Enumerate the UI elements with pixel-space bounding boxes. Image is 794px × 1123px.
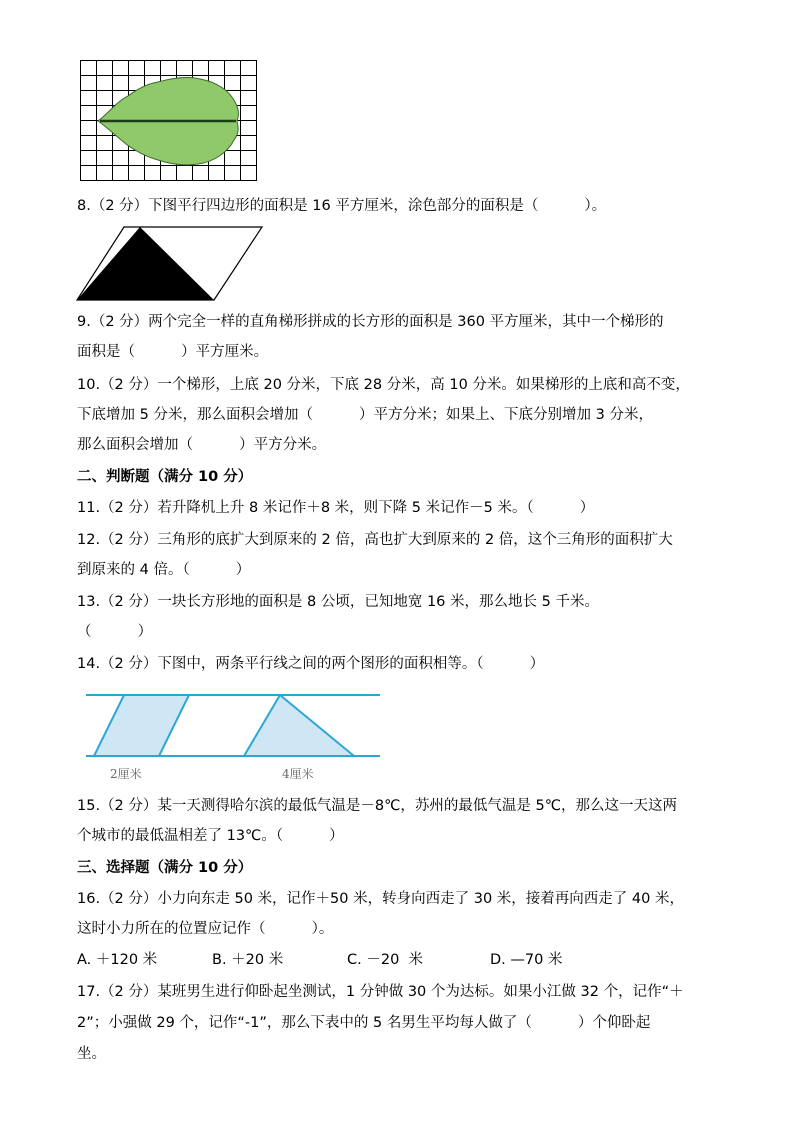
option-d[interactable]: D. —70 米 [490, 952, 563, 968]
question-17-line-2: 2”；小强做 29 个，记作“-1”，那么下表中的 5 名男生平均每人做了（ ）个仰卧起 [77, 1015, 651, 1031]
option-c[interactable]: C. －20 米 [347, 952, 424, 968]
question-17-line-1: 17.（2 分）某班男生进行仰卧起坐测试，1 分钟做 30 个为达标。如果小江做 32 个，记作“＋ [77, 984, 684, 1000]
question-13-line-1: 13.（2 分）一块长方形地的面积是 8 公顷，已知地宽 16 米，那么地长 5 千米。 [77, 594, 599, 610]
label-right-base: 4厘米 [282, 767, 314, 780]
section-2-title: 二、判断题（满分 10 分） [77, 469, 253, 485]
parallelogram-figure [76, 226, 264, 302]
question-13-line-2: （ ） [77, 624, 153, 640]
option-a[interactable]: A. ＋120 米 [77, 952, 158, 968]
shaded-triangle-figure [244, 695, 354, 756]
question-12-line-2: 到原来的 4 倍。（ ） [77, 562, 251, 578]
question-10-line-3: 那么面积会增加（ ）平方分米。 [77, 437, 327, 453]
question-10-line-2: 下底增加 5 分米，那么面积会增加（ ）平方分米；如果上、下底分别增加 3 分米， [77, 407, 653, 423]
label-left-base: 2厘米 [110, 767, 142, 780]
question-16-line-2: 这时小力所在的位置应记作（ ）。 [77, 921, 334, 937]
question-8: 8.（2 分）下图平行四边形的面积是 16 平方厘米，涂色部分的面积是（ ）。 [77, 198, 607, 214]
shaded-parallelogram [94, 695, 189, 756]
section-3-title: 三、选择题（满分 10 分） [77, 860, 253, 876]
leaf-grid-figure [80, 60, 258, 182]
question-16-line-1: 16.（2 分）小力向东走 50 米，记作＋50 米，转身向西走了 30 米，接着再向西走了 40 米， [77, 891, 684, 907]
question-9-line-1: 9.（2 分）两个完全一样的直角梯形拼成的长方形的面积是 360 平方厘米，其中一个梯形的 [77, 314, 664, 330]
question-15-line-2: 个城市的最低温相差了 13℃。（ ） [77, 828, 344, 844]
option-b[interactable]: B. ＋20 米 [212, 952, 284, 968]
parallel-lines-figure [86, 688, 380, 780]
question-14: 14.（2 分）下图中，两条平行线之间的两个图形的面积相等。（ ） [77, 656, 545, 672]
question-9-line-2: 面积是（ ）平方厘米。 [77, 344, 269, 360]
question-17-line-3: 坐。 [77, 1046, 106, 1062]
question-10-line-1: 10.（2 分）一个梯形，上底 20 分米，下底 28 分米，高 10 分米。如果梯形的上底和高不变， [77, 377, 690, 393]
question-15-line-1: 15.（2 分）某一天测得哈尔滨的最低气温是－8℃，苏州的最低气温是 5℃，那么这一天这两 [77, 798, 678, 814]
question-12-line-1: 12.（2 分）三角形的底扩大到原来的 2 倍，高也扩大到原来的 2 倍，这个三角形的面积扩大 [77, 532, 673, 548]
question-11: 11.（2 分）若升降机上升 8 米记作＋8 米，则下降 5 米记作－5 米。（ ） [77, 500, 595, 516]
